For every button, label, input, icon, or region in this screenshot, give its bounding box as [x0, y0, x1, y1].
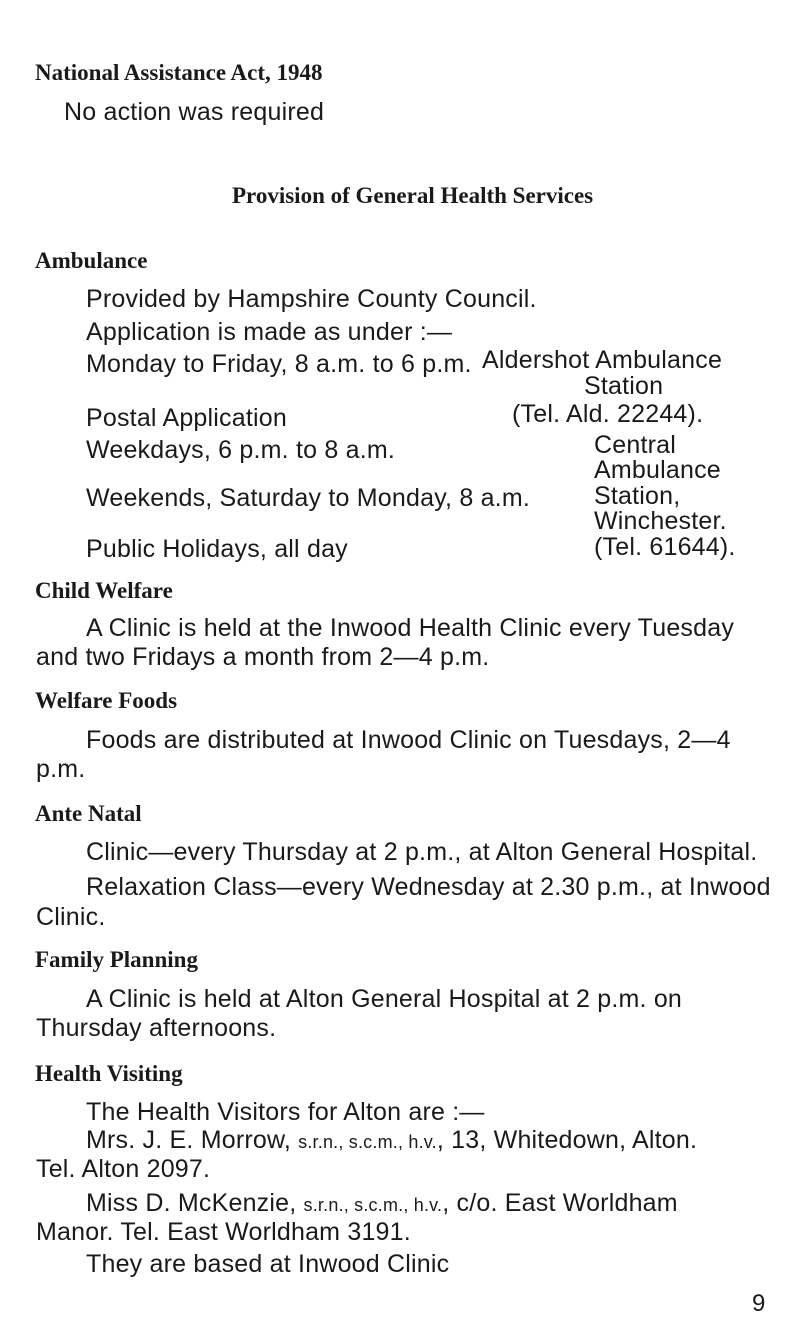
section-heading-health-visiting: Health Visiting	[35, 1061, 183, 1086]
visitor-name: Mrs. J. E. Morrow,	[86, 1126, 299, 1154]
child-welfare-text: A Clinic is held at the Inwood Health Clinic every Tuesday	[86, 614, 735, 642]
visitor-qualifications: s.r.n., s.c.m., h.v.	[298, 1132, 437, 1152]
section-heading-national-assistance: National Assistance Act, 1948	[35, 60, 323, 85]
aldershot-station: Aldershot Ambulance	[482, 346, 723, 374]
central-phone: (Tel. 61644).	[594, 533, 736, 561]
aldershot-phone: (Tel. Ald. 22244).	[512, 400, 704, 428]
ambulance-row: Postal Application	[86, 404, 287, 432]
ambulance-row: Weekends, Saturday to Monday, 8 a.m.	[86, 484, 531, 512]
central-station: Ambulance	[594, 456, 721, 484]
ambulance-row: Monday to Friday, 8 a.m. to 6 p.m.	[86, 350, 472, 378]
section-heading-ambulance: Ambulance	[35, 248, 148, 273]
aldershot-station: Station	[584, 372, 664, 400]
central-station: Central	[594, 431, 676, 459]
ambulance-row: Weekdays, 6 p.m. to 8 a.m.	[86, 436, 396, 464]
visitor-phone: Tel. Alton 2097.	[36, 1155, 211, 1183]
ante-natal-text: Clinic.	[36, 903, 106, 931]
family-planning-text: A Clinic is held at Alton General Hospital at 2 p.m. on	[86, 985, 683, 1013]
section-heading-child-welfare: Child Welfare	[35, 578, 173, 603]
welfare-foods-text: Foods are distributed at Inwood Clinic on Tuesdays, 2—4	[86, 726, 731, 754]
page-number: 9	[752, 1290, 766, 1317]
ambulance-row: Public Holidays, all day	[86, 535, 348, 563]
section-heading-ante-natal: Ante Natal	[35, 801, 142, 826]
visitor-name: Miss D. McKenzie,	[86, 1189, 304, 1217]
visitor-address: , c/o. East Worldham	[442, 1189, 678, 1217]
family-planning-text: Thursday afternoons.	[36, 1014, 277, 1042]
child-welfare-text: and two Fridays a month from 2—4 p.m.	[36, 643, 490, 671]
health-visiting-closing: They are based at Inwood Clinic	[86, 1250, 450, 1278]
visitor-address: , 13, Whitedown, Alton.	[436, 1126, 698, 1154]
ante-natal-text: Clinic—every Thursday at 2 p.m., at Alton General Hospital.	[86, 838, 758, 866]
visitor-phone: Manor. Tel. East Worldham 3191.	[36, 1218, 411, 1246]
welfare-foods-text: p.m.	[36, 755, 86, 783]
ambulance-line: Provided by Hampshire County Council.	[86, 285, 537, 313]
central-station: Station,	[594, 482, 681, 510]
central-station: Winchester.	[594, 507, 727, 535]
section-heading-family-planning: Family Planning	[35, 947, 198, 972]
section-heading-welfare-foods: Welfare Foods	[35, 688, 178, 713]
health-visiting-intro: The Health Visitors for Alton are :—	[86, 1098, 485, 1126]
ante-natal-text: Relaxation Class—every Wednesday at 2.30 p.m., at Inwood	[86, 873, 771, 901]
national-assistance-text: No action was required	[64, 98, 325, 126]
provision-heading: Provision of General Health Services	[232, 183, 594, 208]
visitor-qualifications: s.r.n., s.c.m., h.v.	[303, 1195, 443, 1215]
health-visitor-entry	[86, 1189, 678, 1218]
ambulance-line: Application is made as under :—	[86, 318, 453, 346]
health-visitor-entry	[86, 1126, 697, 1155]
